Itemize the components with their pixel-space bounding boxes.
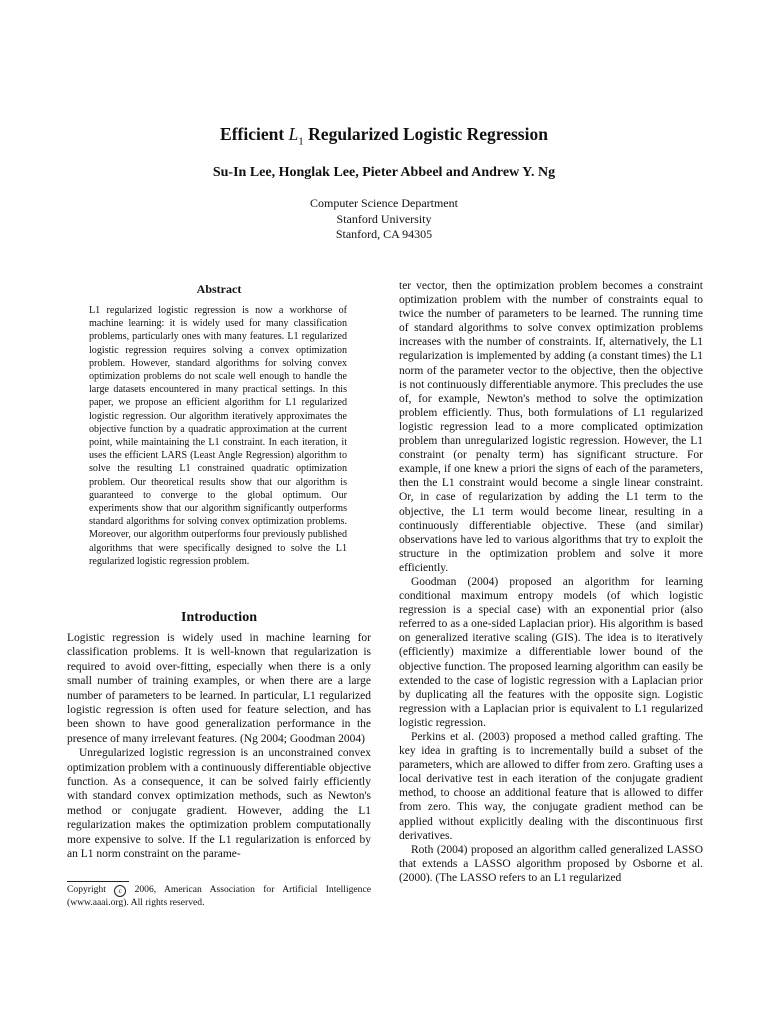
intro-paragraph-2: Unregularized logistic regression is an unconstrained convex optimization problem with a continuously differentiable objective function. As a consequence, it can be solved fairly efficiently with standard convex optimization methods, such as Newton's method or conjugate gradient. However, adding the L1 regularization makes the optimization problem computationally more expensive to solve. If the L1 regularization is enforced by an L1 norm constraint on the parame-: [67, 747, 371, 861]
copyright-text-start: Copyright: [67, 884, 115, 895]
affiliation-university: Stanford University: [336, 211, 432, 226]
right-paragraph-roth: Roth (2004) proposed an algorithm called generalized LASSO that extends a LASSO algorithm proposed by Osborne et al. (2000). (The LASSO refers to an L1 regularized: [399, 843, 703, 884]
abstract-heading: Abstract: [196, 282, 242, 296]
author-list: Su-In Lee, Honglak Lee, Pieter Abbeel and Andrew Y. Ng: [212, 165, 556, 180]
copyright-symbol: c: [114, 885, 126, 897]
copyright-notice: [67, 884, 371, 910]
title-text-end: Regularized Logistic Regression: [303, 124, 548, 144]
copyright-text-end: 2006, American Association for Artificial Intelligence (www.aaai.org). All rights reserved.: [67, 884, 371, 908]
right-paragraph-goodman: Goodman (2004) proposed an algorithm for learning conditional maximum entropy models (of which logistic regression is a special case) with an exponential prior (also referred to as a one-sided Laplacian prior). His algorithm is based on generalized iterative scaling (GIS). The idea is to iteratively (efficiently) maximize a differentiable lower bound of the objective function. The proposed learning algorithm can easily be extended to the case of logistic regression with a Laplacian prior by duplicating all the features with the opposite sign. Logistic regression with a Laplacian prior is equivalent to L1 regularized logistic regression.: [399, 575, 703, 729]
affiliation-department: Computer Science Department: [310, 196, 458, 210]
paper-title: [0, 124, 768, 148]
affiliation-address: Stanford, CA 94305: [335, 227, 433, 241]
right-column-body: [399, 279, 703, 885]
right-paragraph-perkins: Perkins et al. (2003) proposed a method called grafting. The key idea in grafting is to incrementally build a subset of the parameters, which are allowed to differ from zero. Grafting uses a local derivative test in each iteration of the conjugate gradient method, to choose an additional feature that is allowed to differ from zero. This way, the conjugate gradient method can be applied without explicitly dealing with the discontinuous first derivatives.: [399, 731, 703, 842]
title-text-start: Efficient: [220, 124, 289, 144]
title-math-l: L: [288, 124, 299, 144]
intro-paragraph-1: Logistic regression is widely used in machine learning for classification problems. It is well-known that regularization is required to avoid over-fitting, especially when there is a only small number of training examples, or when there are a large number of parameters to be learned. In particular, L1 regularized logistic regression is often used for feature selection, and has been shown to have good generalization performance in the presence of many irrelevant features. (Ng 2004; Goodman 2004): [67, 632, 371, 745]
introduction-heading: Introduction: [181, 610, 257, 625]
abstract-body: [89, 304, 347, 568]
title-math-subscript: 1: [298, 135, 304, 148]
footnote-rule: [67, 881, 129, 882]
introduction-body: [67, 631, 371, 862]
right-paragraph-1: ter vector, then the optimization problem becomes a constraint optimization problem with the number of constraints equal to twice the number of parameters to be learned. The running time of standard algorithms to solve convex optimization problems increases with the number of constraints. If, alternatively, the L1 regularization is implemented by adding (a constant times) the L1 norm of the parameter vector to the objective, then the objective is not continuously differentiable anymore. This precludes the use of, for example, Newton's method to solve the optimization problem efficiently. Thus, both formulations of L1 regularized logistic regression lead to a more complicated optimization problem than unregularized logistic regression. However, the L1 constraint (or penalty term) has significant structure. For example, if one knew a priori the signs of each of the parameters, then the L1 constraint would become a single linear constraint. Or, in case of regularization by adding the L1 term to the objective, the L1 term would become linear, resulting in a continuously differentiable objective. These (and similar) observations have led to various algorithms that try to exploit the structure in the optimization problem and solve it more efficiently.: [399, 280, 703, 574]
affiliation: [0, 196, 768, 243]
abstract-paragraph: L1 regularized logistic regression is now a workhorse of machine learning: it is widely used for many classification problems, particularly ones with many features. L1 regularized logistic regression requires solving a convex optimization problem. However, standard algorithms for solving convex optimization problems do not scale well enough to handle the large datasets encountered in many practical settings. In this paper, we propose an efficient algorithm for L1 regularized logistic regression. Our algorithm iteratively approximates the objective function by a quadratic approximation at the current point, while maintaining the L1 constraint. In each iteration, it uses the efficient LARS (Least Angle Regression) algorithm to solve the resulting L1 constrained quadratic optimization problem. Our theoretical results show that our algorithm is guaranteed to converge to the global optimum. Our experiments show that our algorithm significantly outperforms standard algorithms for solving convex optimization problems. Moreover, our algorithm outperforms four previously published algorithms that were specifically designed to solve the L1 regularized logistic regression problem.: [89, 305, 347, 567]
